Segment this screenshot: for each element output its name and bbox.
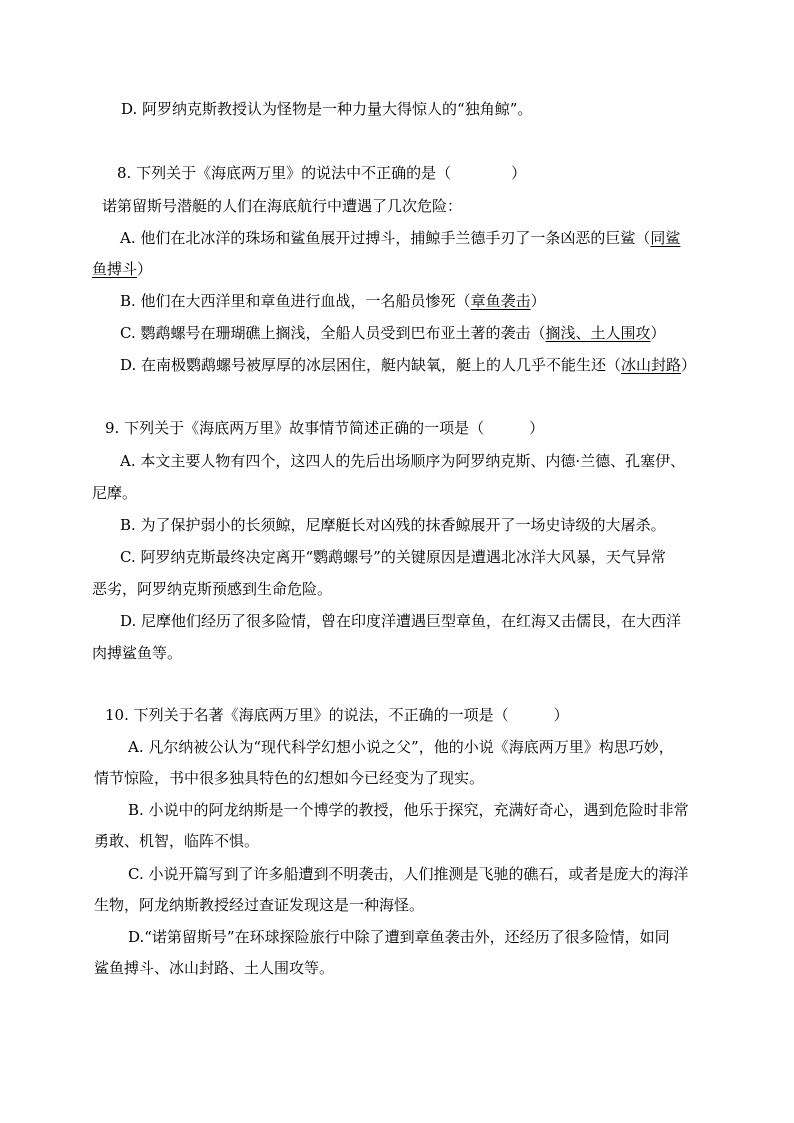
q9-option-d-line1: D. 尼摩他们经历了很多险情，曾在印度洋遭遇巨型章鱼，在红海又击儒艮，在大西洋	[120, 612, 682, 630]
q8-intro: 诺第留斯号潜艇的人们在海底航行中遭遇了几次危险：	[102, 197, 463, 215]
q10-option-a-line2: 情节惊险，书中很多独具特色的幻想如今已经变为了现实。	[94, 769, 485, 787]
q10-option-c-line2: 生物，阿龙纳斯教授经过查证发现这是一种海怪。	[94, 896, 425, 914]
q9-option-c-line2: 恶劣，阿罗纳克斯预感到生命危险。	[92, 580, 333, 598]
q10-option-d-line2: 鲨鱼搏斗、冰山封路、土人围攻等。	[94, 959, 335, 977]
q8-option-d: D. 在南极鹦鹉螺号被厚厚的冰层困住，艇内缺氧，艇上的人几乎不能生还（冰山封路）	[120, 356, 697, 374]
q8-option-c: C. 鹦鹉螺号在珊瑚礁上搁浅，全船人员受到巴布亚土著的袭击（搁浅、土人围攻）	[120, 324, 666, 342]
q10-option-b-line1: B. 小说中的阿龙纳斯是一个博学的教授，他乐于探究，充满好奇心，遇到危险时非常	[128, 801, 689, 819]
q9-option-c-line1: C. 阿罗纳克斯最终决定离开“鹦鹉螺号”的关键原因是遭遇北冰洋大风暴，天气异常	[120, 548, 666, 566]
q8-option-a-cont: 鱼搏斗）	[92, 260, 153, 278]
q9-option-b: B. 为了保护弱小的长须鲸，尼摩艇长对凶残的抹香鲸展开了一场史诗级的大屠杀。	[120, 516, 666, 534]
q10-option-d-line1: D.“诺第留斯号”在环球探险旅行中除了遭到章鱼袭击外，还经历了很多险情，如同	[128, 928, 670, 946]
q10-option-b-line2: 勇敢、机智，临阵不惧。	[94, 832, 260, 850]
q9-option-d-line2: 肉搏鲨鱼等。	[92, 644, 183, 662]
q8-option-b: B. 他们在大西洋里和章鱼进行血战，一名船员惨死（章鱼袭击）	[120, 292, 546, 310]
q8-option-a: A. 他们在北冰洋的珠场和鲨鱼展开过搏斗，捕鲸手兰德手刃了一条凶恶的巨鲨（同鲨	[120, 229, 681, 247]
q8-stem: 8. 下列关于《海底两万里》的说法中不正确的是（ ）	[117, 164, 527, 182]
q9-stem: 9. 下列关于《海底两万里》故事情节简述正确的一项是（ ）	[105, 419, 545, 437]
q10-option-c-line1: C. 小说开篇写到了许多船遭到不明袭击，人们推测是飞驰的礁石，或者是庞大的海洋	[128, 865, 689, 883]
q7-option-d: D. 阿罗纳克斯教授认为怪物是一种力量大得惊人的“独角鲸”。	[121, 100, 533, 118]
q10-stem: 10. 下列关于名著《海底两万里》的说法，不正确的一项是（ ）	[105, 706, 569, 724]
q9-option-a-line1: A. 本文主要人物有四个，这四人的先后出场顺序为阿罗纳克斯、内德·兰德、孔塞伊、	[120, 452, 686, 470]
q10-option-a-line1: A. 凡尔纳被公认为“现代科学幻想小说之父”，他的小说《海底两万里》构思巧妙，	[128, 738, 674, 756]
q9-option-a-line2: 尼摩。	[92, 484, 138, 502]
